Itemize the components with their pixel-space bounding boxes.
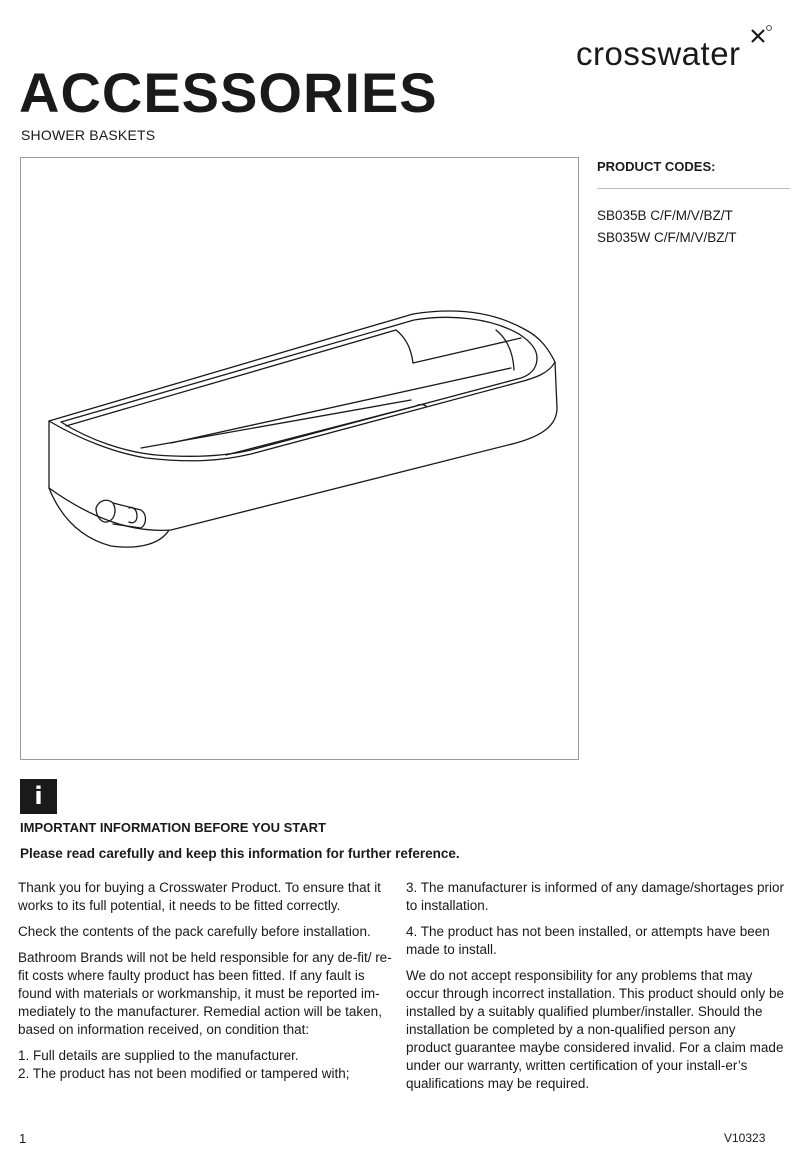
product-codes-heading: PRODUCT CODES: [597,159,716,174]
product-codes-list [597,205,737,249]
logo-cross-icon [750,24,774,48]
body-paragraph: Check the contents of the pack carefully before installation. [18,924,371,939]
body-paragraph: Thank you for buying a Crosswater Product. To ensure that it works to its full potential, it needs to be fitted correctly. [18,880,381,913]
page-subtitle: SHOWER BASKETS [21,127,156,143]
important-info-heading: IMPORTANT INFORMATION BEFORE YOU START [20,820,326,835]
page-number: 1 [19,1131,27,1146]
body-column-right [406,879,784,1101]
product-code: SB035B C/F/M/V/BZ/T [597,208,733,223]
crosswater-logo [574,24,792,74]
body-column-left [18,879,394,1091]
condition-item: 3. The manufacturer is informed of any damage/shortages prior to installation. [406,880,784,913]
product-image-frame [20,157,579,760]
info-icon-glyph: i [34,782,43,810]
product-code: SB035W C/F/M/V/BZ/T [597,230,737,245]
shower-basket-illustration [21,158,578,759]
condition-item: 2. The product has not been modified or tampered with; [18,1066,350,1081]
condition-item: 1. Full details are supplied to the manufacturer. [18,1048,299,1063]
condition-item: 4. The product has not been installed, or attempts have been made to install. [406,924,770,957]
info-icon [20,779,57,814]
body-paragraph: Bathroom Brands will not be held responsible for any de-fit/ re-fit costs where faulty product has been fitted. If any fault is found with materials or workmanship, it must be reported im-mediately to the manufacturer. Remedial action will be taken, based on information received, on condition that: [18,950,392,1037]
document-version: V10323 [724,1131,766,1145]
body-paragraph: We do not accept responsibility for any problems that may occur through incorrect installation. This product should only be installed by a suitably qualified plumber/installer. Should the installation be completed by a non-qualified person any product guarantee maybe considered invalid. For a claim made under our warranty, written certification of your install-er’s qualifications may be required. [406,968,784,1091]
page-title: ACCESSORIES [19,61,438,124]
product-codes-divider [597,188,790,189]
read-carefully-note: Please read carefully and keep this information for further reference. [20,846,460,861]
logo-wordmark: crosswater [576,35,741,72]
